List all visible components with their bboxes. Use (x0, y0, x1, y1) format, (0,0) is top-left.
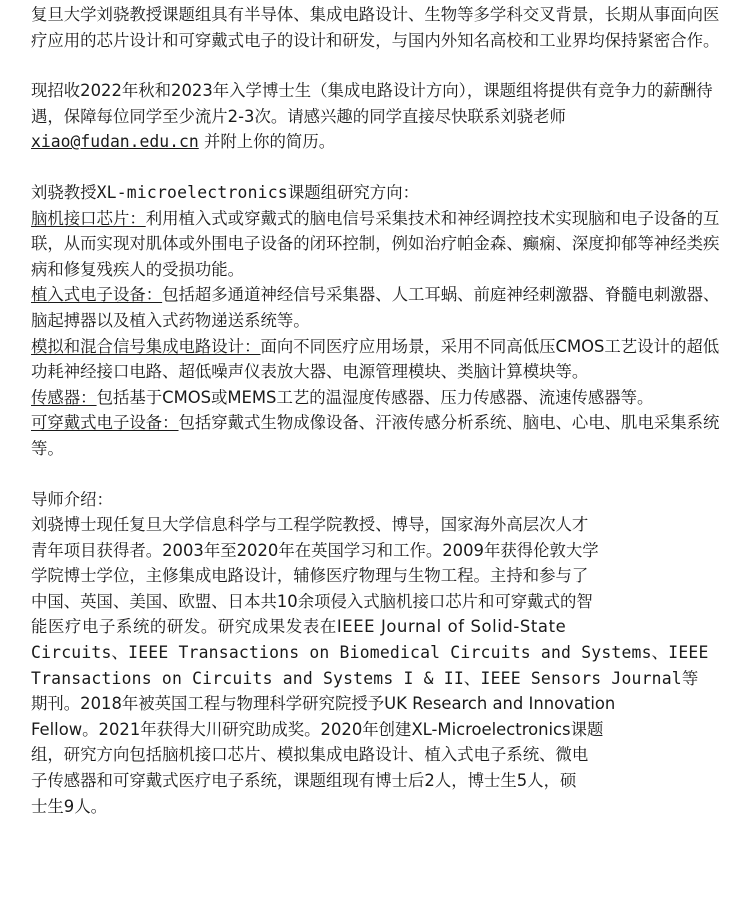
advisor-line: Transactions on Circuits and Systems I & II、IEEE Sensors Journal等 (31, 668, 699, 688)
recruit-paragraph (31, 78, 723, 155)
research-heading-prefix: 刘骁教授 (31, 182, 97, 202)
advisor-line: 组，研究方向包括脑机接口芯片、模拟集成电路设计、植入式电子系统、微电 (31, 745, 589, 765)
research-heading-group: XL-microelectronics (96, 182, 288, 202)
advisor-line: 青年项目获得者。2003年至2020年在英国学习和工作。2009年获得伦敦大学 (31, 540, 599, 560)
research-heading (31, 180, 723, 206)
research-item-label: 传感器： (31, 387, 97, 407)
paragraph-spacer (31, 53, 723, 78)
research-item-sensors (31, 385, 723, 411)
advisor-line: 期刊。2018年被英国工程与物理科学研究院授予UK Research and Innovation (31, 694, 616, 714)
research-item-label: 可穿戴式电子设备： (31, 413, 179, 433)
research-item-text: 面向不同医疗应用场景，采用不同高低压CMOS工艺设计的超低功耗神经接口电路、超低噪声仪表放大器、电源管理模块、类脑计算模块等。 (31, 336, 720, 382)
advisor-line: Fellow。2021年获得大川研究助成奖。2020年创建XL-Microelectronics课题 (31, 719, 604, 739)
research-heading-suffix: 课题组研究方向： (287, 182, 419, 202)
paragraph-spacer (31, 462, 723, 487)
recruit-text-before: 现招收2022年秋和2023年入学博士生（集成电路设计方向），课题组将提供有竞争力的薪酬待遇，保障每位同学至少流片2-3次。请感兴趣的同学直接尽快联系刘骁老师 (31, 81, 713, 126)
intro-paragraph: 复旦大学刘骁教授课题组具有半导体、集成电路设计、生物等多学科交叉背景，长期从事面向医疗应用的芯片设计和可穿戴式电子的设计和研发，与国内外知名高校和工业界均保持紧密合作。 (31, 5, 720, 50)
research-item-wearable-devices (31, 410, 723, 461)
research-item-text: 包括超多通道神经信号采集器、人工耳蜗、前庭神经刺激器、脊髓电刺激器、脑起搏器以及植入式药物递送系统等。 (31, 285, 720, 330)
recruit-text-after: 并附上你的简历。 (198, 132, 336, 152)
advisor-line: 子传感器和可穿戴式医疗电子系统，课题组现有博士后2人，博士生5人，硕 (31, 771, 577, 791)
research-item-text: 利用植入式或穿戴式的脑电信号采集技术和神经调控技术实现脑和电子设备的互联，从而实现对肌体或外围电子设备的闭环控制，例如治疗帕金森、癫痫、深度抑郁等神经类疾病和修复残疾人的受损功能。 (31, 208, 720, 279)
research-item-analog-mixed-signal (31, 334, 723, 385)
research-item-text: 包括基于CMOS或MEMS工艺的温湿度传感器、压力传感器、流速传感器等。 (96, 387, 654, 407)
paragraph-spacer (31, 155, 723, 180)
advisor-line: 刘骁博士现任复旦大学信息科学与工程学院教授、博导，国家海外高层次人才 (31, 515, 589, 535)
advisor-line: Circuits、IEEE Transactions on Biomedical Circuits and Systems、IEEE (31, 643, 709, 663)
advisor-line: 中国、英国、美国、欧盟、日本共10余项侵入式脑机接口芯片和可穿戴式的智 (31, 591, 593, 611)
advisor-line: 能医疗电子系统的研发。研究成果发表在IEEE Journal of Solid-State (31, 617, 567, 637)
advisor-paragraph (31, 512, 723, 819)
research-item-brain-computer-interface (31, 206, 723, 283)
email-link[interactable]: xiao@fudan.edu.cn (31, 132, 199, 152)
advisor-heading: 导师介绍： (31, 489, 113, 509)
research-item-label: 植入式电子设备： (31, 285, 163, 305)
advisor-line: 士生9人。 (31, 796, 107, 816)
research-item-implantable-devices (31, 282, 723, 333)
research-item-text: 包括穿戴式生物成像设备、汗液传感分析系统、脑电、心电、肌电采集系统等。 (31, 413, 720, 458)
research-item-label: 模拟和混合信号集成电路设计： (31, 336, 261, 356)
research-item-label: 脑机接口芯片： (31, 208, 146, 228)
advisor-line: 学院博士学位，主修集成电路设计，辅修医疗物理与生物工程。主持和参与了 (31, 566, 589, 586)
